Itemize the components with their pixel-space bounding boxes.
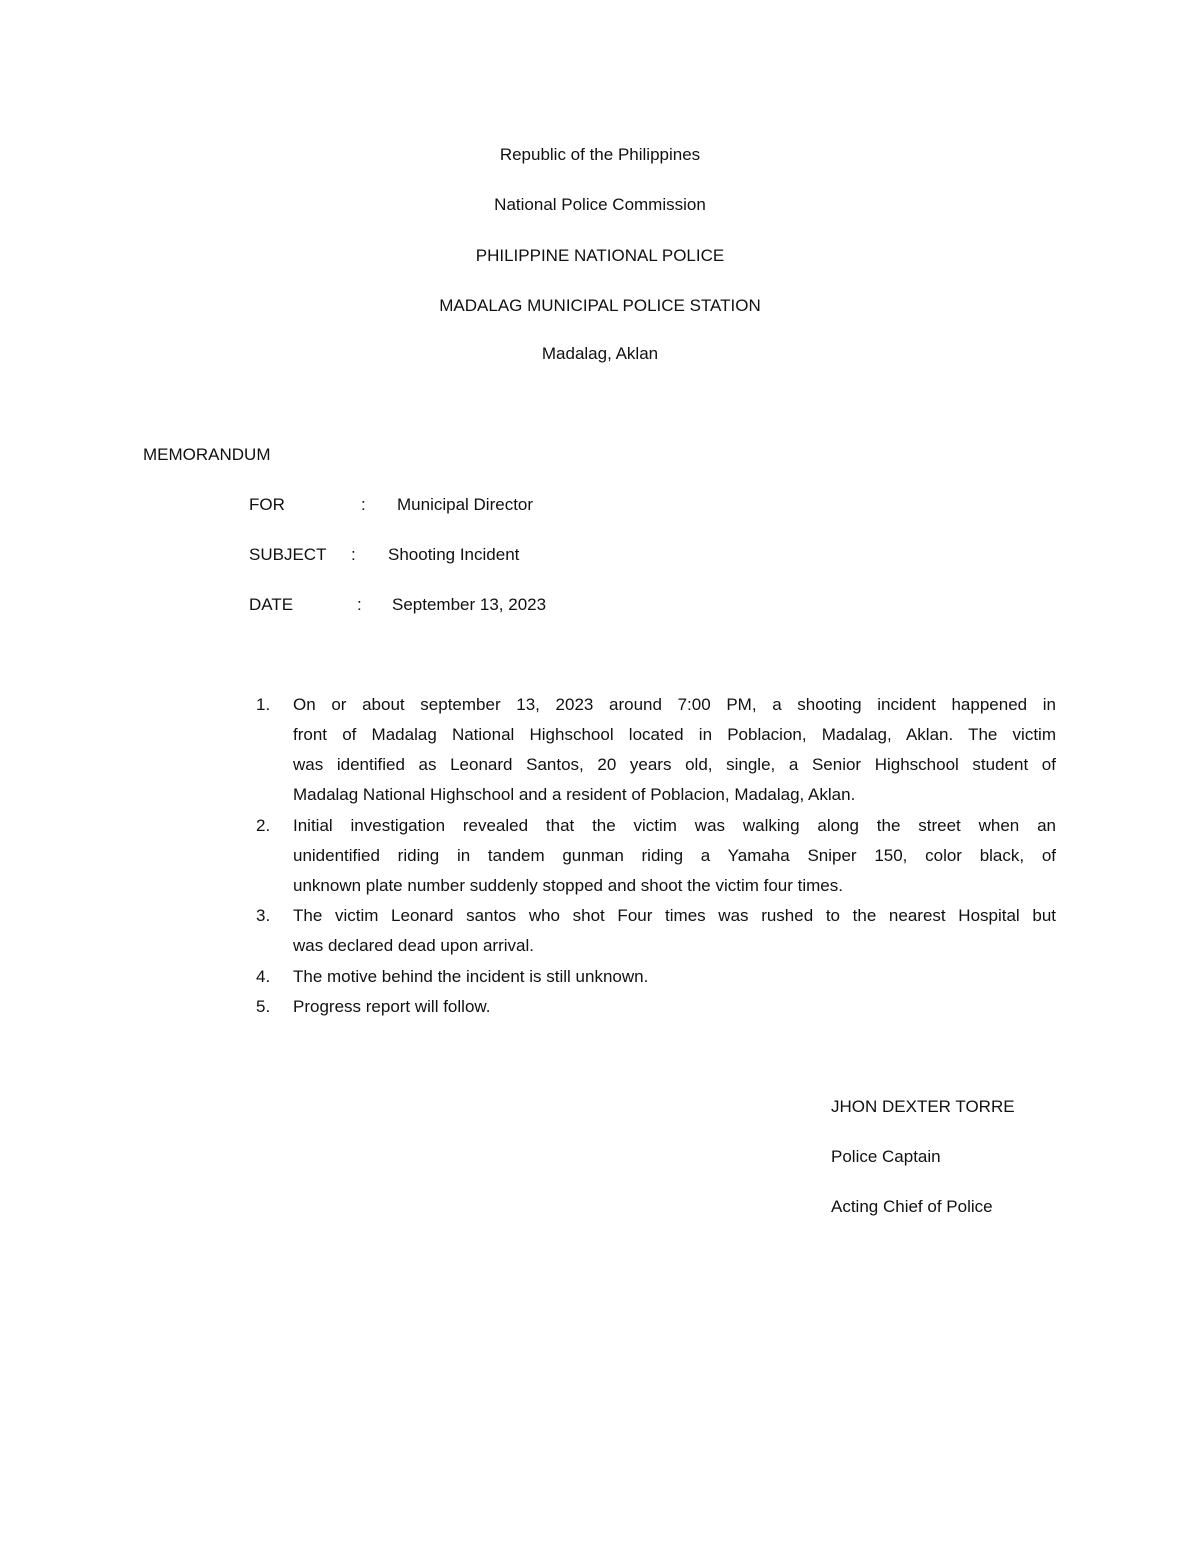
header-location: Madalag, Aklan <box>541 344 659 363</box>
item-line: unknown plate number suddenly stopped and shoot the victim four times. <box>293 876 843 895</box>
for-value: Municipal Director <box>397 495 534 514</box>
item-number: 2. <box>256 816 271 835</box>
subject-label: SUBJECT <box>249 545 327 564</box>
item-line: front of Madalag National Highschool located in Poblacion, Madalag, Aklan. The victim <box>293 725 1056 744</box>
item-line: unidentified riding in tandem gunman riding a Yamaha Sniper 150, color black, of <box>293 846 1056 865</box>
subject-colon: : <box>351 545 356 564</box>
item-line: Madalag National Highschool and a resident of Poblacion, Madalag, Aklan. <box>293 785 856 804</box>
signatory-name: JHON DEXTER TORRE <box>831 1097 1015 1116</box>
subject-value: Shooting Incident <box>388 545 520 564</box>
item-line: was identified as Leonard Santos, 20 years old, single, a Senior Highschool student of <box>293 755 1056 774</box>
item-line: Initial investigation revealed that the victim was walking along the street when an <box>293 816 1056 835</box>
signatory-rank: Police Captain <box>831 1147 941 1166</box>
item-number: 5. <box>256 997 271 1016</box>
item-number: 3. <box>256 906 271 925</box>
date-label: DATE <box>249 595 294 614</box>
item-line: was declared dead upon arrival. <box>293 936 534 955</box>
memo-title: MEMORANDUM <box>143 445 271 464</box>
item-line: The motive behind the incident is still unknown. <box>293 967 649 986</box>
item-number: 4. <box>256 967 271 986</box>
header-napolcom: National Police Commission <box>494 195 706 214</box>
header-station: MADALAG MUNICIPAL POLICE STATION <box>439 296 761 315</box>
for-label: FOR <box>249 495 285 514</box>
item-line: On or about september 13, 2023 around 7:00 PM, a shooting incident happened in <box>293 695 1056 714</box>
item-line: Progress report will follow. <box>293 997 491 1016</box>
date-colon: : <box>357 595 362 614</box>
item-line: The victim Leonard santos who shot Four times was rushed to the nearest Hospital but <box>293 906 1056 925</box>
signatory-position: Acting Chief of Police <box>831 1197 993 1216</box>
header-pnp: PHILIPPINE NATIONAL POLICE <box>475 246 725 265</box>
date-value: September 13, 2023 <box>392 595 547 614</box>
header-republic: Republic of the Philippines <box>499 145 701 164</box>
for-colon: : <box>361 495 366 514</box>
item-number: 1. <box>256 695 271 714</box>
